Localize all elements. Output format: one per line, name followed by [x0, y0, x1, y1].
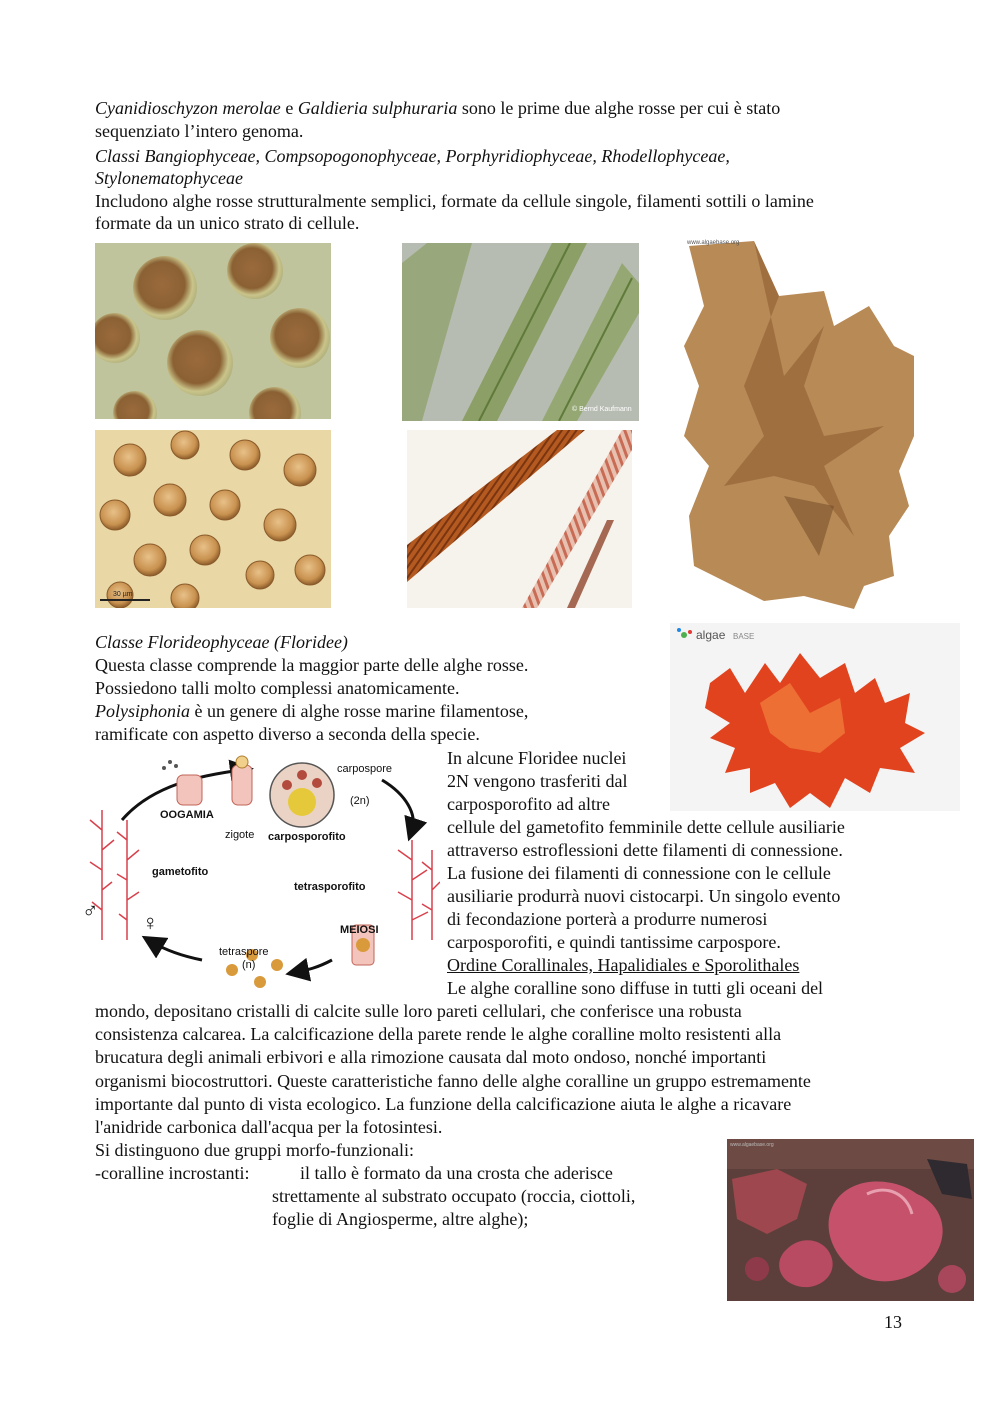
species-galdieria: Galdieria sulphuraria: [297, 98, 458, 118]
label-zigote: zigote: [225, 829, 255, 841]
label-carpospore: carpospore: [337, 763, 393, 775]
desc-line-2: formate da un unico strato di cellule.: [95, 213, 360, 233]
label-2n: (2n): [350, 795, 370, 807]
female-symbol: ♀: [142, 910, 159, 935]
photo-credit-kaufmann: © Bernd Kaufmann: [572, 406, 632, 413]
floridee-line-2: Possiedono talli molto complessi anatomicamente.: [95, 678, 460, 698]
label-meiosi: MEIOSI: [340, 924, 379, 936]
intro-line-1-rest: sono le prime due alghe rosse per cui è stato: [457, 98, 781, 118]
corallinales-line-3: consistenza calcarea. La calcificazione della parete rende le alghe coralline molto resistenti alla: [95, 1024, 782, 1044]
label-carposporofito: carposporofito: [268, 831, 346, 843]
floridee-p-line-2: 2N vengono trasferiti dal: [447, 771, 628, 791]
photo-credit-algaebase-small: www.algaebase.org: [687, 240, 740, 246]
floridee-line-4: ramificate con aspetto diverso a seconda della specie.: [95, 724, 480, 744]
floridee-line-1: Questa classe comprende la maggior parte delle alghe rosse.: [95, 655, 529, 675]
floridee-heading: Classe Florideophyceae (Floridee): [95, 632, 348, 652]
corallinales-heading: Ordine Corallinales, Hapalidiales e Sporolithales: [447, 955, 800, 975]
classes-line-1: Classi Bangiophyceae, Compsopogonophyceae, Porphyridiophyceae, Rhodellophyceae,: [95, 146, 730, 166]
label-n: (n): [242, 959, 256, 971]
corallinales-line-6: importante dal punto di vista ecologico. La funzione della calcificazione aiuta le alghe a ricavare: [95, 1094, 792, 1114]
label-tetraspore: tetraspore: [219, 946, 269, 958]
photo-spherical-cells: [95, 243, 331, 419]
floridee-p-line-7: ausiliarie produrrà nuovi cistocarpi. Un singolo evento: [447, 886, 841, 906]
corallinales-line-2: mondo, depositano cristalli di calcite sulle loro pareti cellulari, che conferisce una robusta: [95, 1001, 742, 1021]
floridee-p-line-9: carposporofiti, e quindi tantissime carpospore.: [447, 932, 781, 952]
incrostanti-line-3: foglie di Angiosperme, altre alghe);: [272, 1209, 529, 1229]
intro-line-2: sequenziato l’intero genoma.: [95, 121, 304, 141]
photo-green-filaments: [402, 243, 639, 421]
floridee-p-line-1: In alcune Floridee nuclei: [447, 748, 627, 768]
conjunction: e: [280, 98, 298, 118]
incrostanti-line-1: il tallo è formato da una crosta che aderisce: [300, 1163, 613, 1183]
male-symbol: ♂: [82, 898, 99, 923]
photo-banded-filaments: [407, 430, 632, 608]
floridee-p-line-5: attraverso estroflessioni dette filamenti di connessione.: [447, 840, 843, 860]
photo-red-branched-alga: [670, 623, 960, 811]
floridee-p-line-6: La fusione dei filamenti di connessione con le cellule: [447, 863, 831, 883]
floridee-p-line-3: carposporofito ad altre: [447, 794, 610, 814]
corallinales-line-1: Le alghe coralline sono diffuse in tutti gli oceani del: [447, 978, 824, 998]
species-cyanidioschyzon: Cyanidioschyzon merolae: [95, 98, 281, 118]
label-oogamia: OOGAMIA: [160, 809, 214, 821]
lifecycle-diagram: [82, 750, 440, 988]
corallinales-line-7: l'anidride carbonica dall'acqua per la fotosintesi.: [95, 1117, 443, 1137]
floridee-line-3-rest: è un genere di alghe rosse marine filamentose,: [190, 701, 529, 721]
photo-credit-algaebase-bottom: www.algaebase.org: [730, 1142, 774, 1148]
algaebase-logo-a: algae: [696, 628, 726, 642]
label-gametofito: gametofito: [152, 866, 209, 878]
floridee-p-line-4: cellule del gametofito femminile dette cellule ausiliarie: [447, 817, 845, 837]
corallinales-line-8: Si distinguono due gruppi morfo-funzionali:: [95, 1140, 414, 1160]
incrostanti-line-2: strettamente al substrato occupato (roccia, ciottoli,: [272, 1186, 636, 1206]
desc-line-1: Includono alghe rosse strutturalmente semplici, formate da cellule singole, filamenti sottili o lamine: [95, 191, 814, 211]
incrostanti-label: -coralline incrostanti:: [95, 1163, 250, 1183]
photo-foliose-blade: [684, 236, 914, 609]
floridee-line-3: [95, 700, 528, 723]
polysiphonia-genus: Polysiphonia: [95, 701, 190, 721]
photo-encrusting-coralline: [727, 1139, 974, 1301]
classes-line-2: Stylonematophyceae: [95, 168, 243, 188]
scale-bar-label: 30 µm: [113, 591, 133, 598]
label-tetrasporofito: tetrasporofito: [294, 881, 366, 893]
floridee-p-line-8: di fecondazione porterà a produrre numerosi: [447, 909, 768, 929]
page-number: 13: [884, 1312, 902, 1332]
algaebase-logo-b: BASE: [733, 632, 755, 641]
intro-line-1: [95, 97, 780, 120]
corallinales-line-4: brucatura degli animali erbivori e alla rimozione causata dal moto ondoso, nonché importanti: [95, 1047, 767, 1067]
corallinales-line-5: organismi biocostruttori. Queste caratteristiche fanno delle alghe coralline un gruppo estremamente: [95, 1071, 811, 1091]
photo-dividing-cells: [95, 430, 331, 608]
